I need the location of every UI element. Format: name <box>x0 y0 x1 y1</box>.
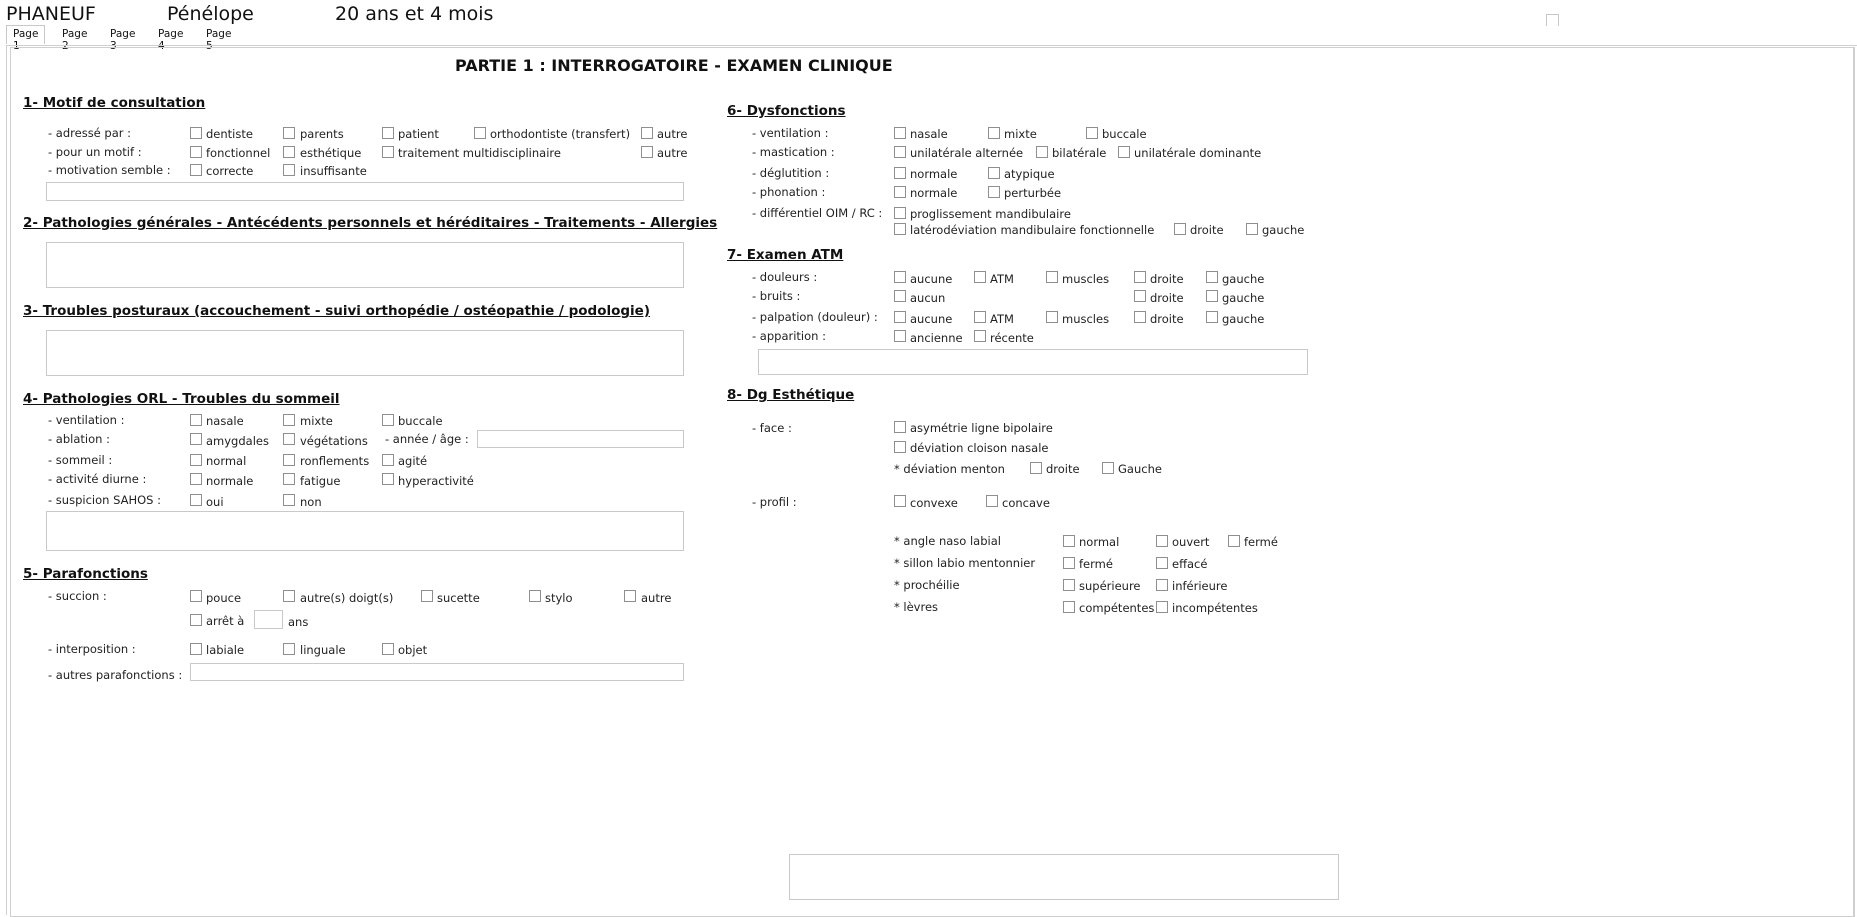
section-3-title: 3- Troubles posturaux (accouchement - suivi orthopédie / ostéopathie / podologie) <box>23 303 651 319</box>
option-label: stylo <box>545 591 573 605</box>
tab-page-4[interactable]: Page 4 <box>158 28 184 52</box>
tab-page-3[interactable]: Page 3 <box>110 28 136 52</box>
option-label: droite <box>1150 291 1184 305</box>
checkbox-sillon-efface[interactable] <box>1156 557 1168 569</box>
option-label: muscles <box>1062 312 1110 326</box>
option-label: atypique <box>1004 167 1055 181</box>
option-label: aucun <box>910 291 946 305</box>
checkbox-succion-pouce[interactable] <box>190 590 202 602</box>
option-label: normal <box>1079 535 1120 549</box>
option-label: traitement multidisciplinaire <box>398 146 561 160</box>
checkbox-succion-autre[interactable] <box>624 590 636 602</box>
option-label: droite <box>1190 223 1224 237</box>
option-label: compétentes <box>1079 601 1155 615</box>
checkbox-interposition-objet[interactable] <box>382 643 394 655</box>
option-label: non <box>300 495 322 509</box>
checkbox-dys-ventilation-buccale[interactable] <box>1086 127 1098 139</box>
checkbox-succion-doigts[interactable] <box>283 590 295 602</box>
profil-label: - profil : <box>752 495 797 509</box>
checkbox-douleurs-gauche[interactable] <box>1206 271 1218 283</box>
patient-last-name: PHANEUF <box>6 3 96 25</box>
section-4-title: 4- Pathologies ORL - Troubles du sommeil <box>23 391 340 407</box>
checkbox-procheilie-inferieure[interactable] <box>1156 579 1168 591</box>
option-label: amygdales <box>206 434 269 448</box>
option-label: ancienne <box>910 331 963 345</box>
checkbox-bruits-droite[interactable] <box>1134 290 1146 302</box>
checkbox-bruits-gauche[interactable] <box>1206 290 1218 302</box>
option-label: aucune <box>910 312 953 326</box>
option-label: supérieure <box>1079 579 1141 593</box>
section-1-title: 1- Motif de consultation <box>23 95 206 111</box>
option-label: autre <box>657 127 688 141</box>
option-label: aucune <box>910 272 953 286</box>
page-title: PARTIE 1 : INTERROGATOIRE - EXAMEN CLINIQUE <box>455 56 893 75</box>
option-label: buccale <box>1102 127 1147 141</box>
checkbox-profil-concave[interactable] <box>986 495 998 507</box>
checkbox-activite-hyperactivite[interactable] <box>382 473 394 485</box>
checkbox-laterodeviation-droite[interactable] <box>1174 223 1186 235</box>
option-label: linguale <box>300 643 346 657</box>
option-label: asymétrie ligne bipolaire <box>910 421 1053 435</box>
option-label: nasale <box>910 127 948 141</box>
checkbox-adresse-parents[interactable] <box>283 127 295 139</box>
option-label: droite <box>1150 312 1184 326</box>
ventilation-label: - ventilation : <box>48 413 125 427</box>
motif-label: - pour un motif : <box>48 145 142 159</box>
option-label: végétations <box>300 434 368 448</box>
option-label: droite <box>1150 272 1184 286</box>
sillon-labio-label: * sillon labio mentonnier <box>894 556 1036 570</box>
checkbox-bruits-aucun[interactable] <box>894 290 906 302</box>
autres-parafonctions-label: - autres parafonctions : <box>48 668 183 682</box>
checkbox-deviation-cloison[interactable] <box>894 441 906 453</box>
checkbox-palpation-aucune[interactable] <box>894 311 906 323</box>
motivation-label: - motivation semble : <box>48 163 171 177</box>
annee-age-field[interactable] <box>477 430 684 448</box>
checkbox-palpation-gauche[interactable] <box>1206 311 1218 323</box>
checkbox-profil-convexe[interactable] <box>894 495 906 507</box>
option-label: droite <box>1046 462 1080 476</box>
checkbox-motivation-insuffisante[interactable] <box>283 164 295 176</box>
checkbox-mastication-dominante[interactable] <box>1118 146 1130 158</box>
option-label: autre <box>657 146 688 160</box>
checkbox-motif-esthetique[interactable] <box>283 146 295 158</box>
checkbox-interposition-labiale[interactable] <box>190 643 202 655</box>
option-label: buccale <box>398 414 443 428</box>
option-label: normale <box>910 167 958 181</box>
procheilie-label: * prochéilie <box>894 578 960 592</box>
option-label: mixte <box>1004 127 1037 141</box>
option-label: orthodontiste (transfert) <box>490 127 631 141</box>
bottom-notes-field[interactable] <box>789 854 1339 900</box>
option-label: hyperactivité <box>398 474 474 488</box>
checkbox-sahos-oui[interactable] <box>190 494 202 506</box>
section-2-title: 2- Pathologies générales - Antécédents personnels et héréditaires - Traitements - Allergies <box>23 215 718 231</box>
option-label: fonctionnel <box>206 146 271 160</box>
checkbox-laterodeviation-gauche[interactable] <box>1246 223 1258 235</box>
bruits-label: - bruits : <box>752 289 801 303</box>
option-label: concave <box>1002 496 1050 510</box>
option-label: récente <box>990 331 1034 345</box>
checkbox-laterodeviation[interactable] <box>894 223 906 235</box>
option-label: normale <box>910 186 958 200</box>
angle-naso-labial-label: * angle naso labial <box>894 534 1001 548</box>
checkbox-ablation-vegetations[interactable] <box>283 433 295 445</box>
checkbox-naso-ferme[interactable] <box>1228 535 1240 547</box>
ablation-label: - ablation : <box>48 432 110 446</box>
option-label: incompétentes <box>1172 601 1258 615</box>
palpation-label: - palpation (douleur) : <box>752 310 878 324</box>
checkbox-ablation-amygdales[interactable] <box>190 433 202 445</box>
option-label: mixte <box>300 414 333 428</box>
checkbox-orl-ventilation-buccale[interactable] <box>382 414 394 426</box>
checkbox-arret[interactable] <box>190 614 202 626</box>
option-label: unilatérale alternée <box>910 146 1024 160</box>
atm-notes-field[interactable] <box>758 349 1308 375</box>
checkbox-dys-ventilation-mixte[interactable] <box>988 127 1000 139</box>
patient-age: 20 ans et 4 mois <box>335 3 494 25</box>
checkbox-interposition-linguale[interactable] <box>283 643 295 655</box>
tab-divider <box>6 45 1857 46</box>
mastication-label: - mastication : <box>752 145 835 159</box>
autres-parafonctions-field[interactable] <box>190 663 684 681</box>
checkbox-mastication-alternee[interactable] <box>894 146 906 158</box>
option-label: correcte <box>206 164 254 178</box>
checkbox-orl-ventilation-nasale[interactable] <box>190 414 202 426</box>
checkbox-palpation-droite[interactable] <box>1134 311 1146 323</box>
succion-label: - succion : <box>48 589 107 603</box>
levres-label: * lèvres <box>894 600 939 614</box>
checkbox-adresse-patient[interactable] <box>382 127 394 139</box>
option-label: convexe <box>910 496 958 510</box>
option-label: dentiste <box>206 127 253 141</box>
option-label: parents <box>300 127 344 141</box>
section-6-title: 6- Dysfonctions <box>727 103 846 119</box>
pathologies-notes-field[interactable] <box>46 242 684 288</box>
checkbox-adresse-orthodontiste[interactable] <box>474 127 486 139</box>
option-label: pouce <box>206 591 242 605</box>
checkbox-proglissement[interactable] <box>894 207 906 219</box>
deviation-menton-label: * déviation menton <box>894 462 1005 476</box>
differentiel-label: - différentiel OIM / RC : <box>752 206 883 220</box>
option-label: ronflements <box>300 454 370 468</box>
checkbox-sommeil-normal[interactable] <box>190 454 202 466</box>
section-5-title: 5- Parafonctions <box>23 566 148 582</box>
activite-label: - activité diurne : <box>48 472 147 486</box>
option-label: déviation cloison nasale <box>910 441 1049 455</box>
option-label: unilatérale dominante <box>1134 146 1262 160</box>
option-label: gauche <box>1222 272 1265 286</box>
option-label: proglissement mandibulaire <box>910 207 1071 221</box>
checkbox-naso-normal[interactable] <box>1063 535 1075 547</box>
checkbox-deglutition-atypique[interactable] <box>988 167 1000 179</box>
option-label: ATM <box>990 312 1014 326</box>
checkbox-adresse-autre[interactable] <box>641 127 653 139</box>
option-label: insuffisante <box>300 164 367 178</box>
arret-unit-label: ans <box>288 615 309 629</box>
checkbox-naso-ouvert[interactable] <box>1156 535 1168 547</box>
checkbox-sahos-non[interactable] <box>283 494 295 506</box>
checkbox-deglutition-normale[interactable] <box>894 167 906 179</box>
checkbox-phonation-normale[interactable] <box>894 186 906 198</box>
checkbox-orl-ventilation-mixte[interactable] <box>283 414 295 426</box>
checkbox-levres-incompetentes[interactable] <box>1156 601 1168 613</box>
option-label: autre(s) doigt(s) <box>300 591 394 605</box>
option-label: gauche <box>1222 291 1265 305</box>
option-label: ATM <box>990 272 1014 286</box>
checkbox-mastication-bilaterale[interactable] <box>1036 146 1048 158</box>
tab-page-5[interactable]: Page 5 <box>206 28 232 52</box>
phonation-label: - phonation : <box>752 185 826 199</box>
checkbox-apparition-ancienne[interactable] <box>894 330 906 342</box>
option-label: patient <box>398 127 439 141</box>
section-7-title: 7- Examen ATM <box>727 247 844 263</box>
checkbox-palpation-muscles[interactable] <box>1046 311 1058 323</box>
option-label: Gauche <box>1118 462 1162 476</box>
section-8-title: 8- Dg Esthétique <box>727 387 855 403</box>
checkbox-succion-stylo[interactable] <box>529 590 541 602</box>
tab-page-2[interactable]: Page 2 <box>62 28 88 52</box>
checkbox-menton-gauche[interactable] <box>1102 462 1114 474</box>
checkbox-sommeil-ronflements[interactable] <box>283 454 295 466</box>
option-label: objet <box>398 643 428 657</box>
patient-first-name: Pénélope <box>167 3 254 25</box>
interposition-label: - interposition : <box>48 642 136 656</box>
checkbox-asymetrie-bipolaire[interactable] <box>894 421 906 433</box>
orl-notes-field[interactable] <box>46 511 684 551</box>
option-label: agité <box>398 454 428 468</box>
checkbox-adresse-dentiste[interactable] <box>190 127 202 139</box>
checkbox-procheilie-superieure[interactable] <box>1063 579 1075 591</box>
option-label: nasale <box>206 414 244 428</box>
option-label: oui <box>206 495 224 509</box>
option-label: ouvert <box>1172 535 1210 549</box>
checkbox-douleurs-droite[interactable] <box>1134 271 1146 283</box>
motif-notes-field[interactable] <box>46 182 684 201</box>
annee-age-label: - année / âge : <box>385 432 469 446</box>
outer-frame-line <box>6 45 7 915</box>
checkbox-apparition-recente[interactable] <box>974 330 986 342</box>
checkbox-activite-fatigue[interactable] <box>283 473 295 485</box>
checkbox-phonation-perturbee[interactable] <box>988 186 1000 198</box>
checkbox-sillon-ferme[interactable] <box>1063 557 1075 569</box>
option-label: latérodéviation mandibulaire fonctionnelle <box>910 223 1155 237</box>
option-label: fermé <box>1244 535 1278 549</box>
checkbox-succion-sucette[interactable] <box>421 590 433 602</box>
sahos-label: - suspicion SAHOS : <box>48 493 161 507</box>
option-label: autre <box>641 591 672 605</box>
checkbox-motif-fonctionnel[interactable] <box>190 146 202 158</box>
deglutition-label: - déglutition : <box>752 166 830 180</box>
sommeil-label: - sommeil : <box>48 453 113 467</box>
option-label: normal <box>206 454 247 468</box>
option-label: esthétique <box>300 146 362 160</box>
option-label: gauche <box>1262 223 1305 237</box>
checkbox-motif-autre[interactable] <box>641 146 653 158</box>
tab-page-1[interactable]: Page 1 <box>6 25 45 44</box>
checkbox-palpation-atm[interactable] <box>974 311 986 323</box>
option-label: muscles <box>1062 272 1110 286</box>
option-label: inférieure <box>1172 579 1228 593</box>
header-checkbox[interactable] <box>1546 14 1559 26</box>
option-label: labiale <box>206 643 245 657</box>
checkbox-activite-normale[interactable] <box>190 473 202 485</box>
checkbox-sommeil-agite[interactable] <box>382 454 394 466</box>
douleurs-label: - douleurs : <box>752 270 818 284</box>
option-label: sucette <box>437 591 480 605</box>
checkbox-menton-droite[interactable] <box>1030 462 1042 474</box>
dys-ventilation-label: - ventilation : <box>752 126 829 140</box>
apparition-label: - apparition : <box>752 329 826 343</box>
face-label: - face : <box>752 421 792 435</box>
option-label: bilatérale <box>1052 146 1107 160</box>
checkbox-douleurs-muscles[interactable] <box>1046 271 1058 283</box>
option-label: normale <box>206 474 254 488</box>
posturaux-notes-field[interactable] <box>46 330 684 376</box>
checkbox-dys-ventilation-nasale[interactable] <box>894 127 906 139</box>
arret-label: arrêt à <box>206 614 245 628</box>
checkbox-levres-competentes[interactable] <box>1063 601 1075 613</box>
adresse-label: - adressé par : <box>48 126 132 140</box>
option-label: perturbée <box>1004 186 1062 200</box>
option-label: fermé <box>1079 557 1113 571</box>
option-label: fatigue <box>300 474 341 488</box>
checkbox-motif-multidisciplinaire[interactable] <box>382 146 394 158</box>
checkbox-douleurs-aucune[interactable] <box>894 271 906 283</box>
option-label: gauche <box>1222 312 1265 326</box>
checkbox-douleurs-atm[interactable] <box>974 271 986 283</box>
checkbox-motivation-correcte[interactable] <box>190 164 202 176</box>
option-label: effacé <box>1172 557 1208 571</box>
arret-age-field[interactable] <box>254 610 283 629</box>
